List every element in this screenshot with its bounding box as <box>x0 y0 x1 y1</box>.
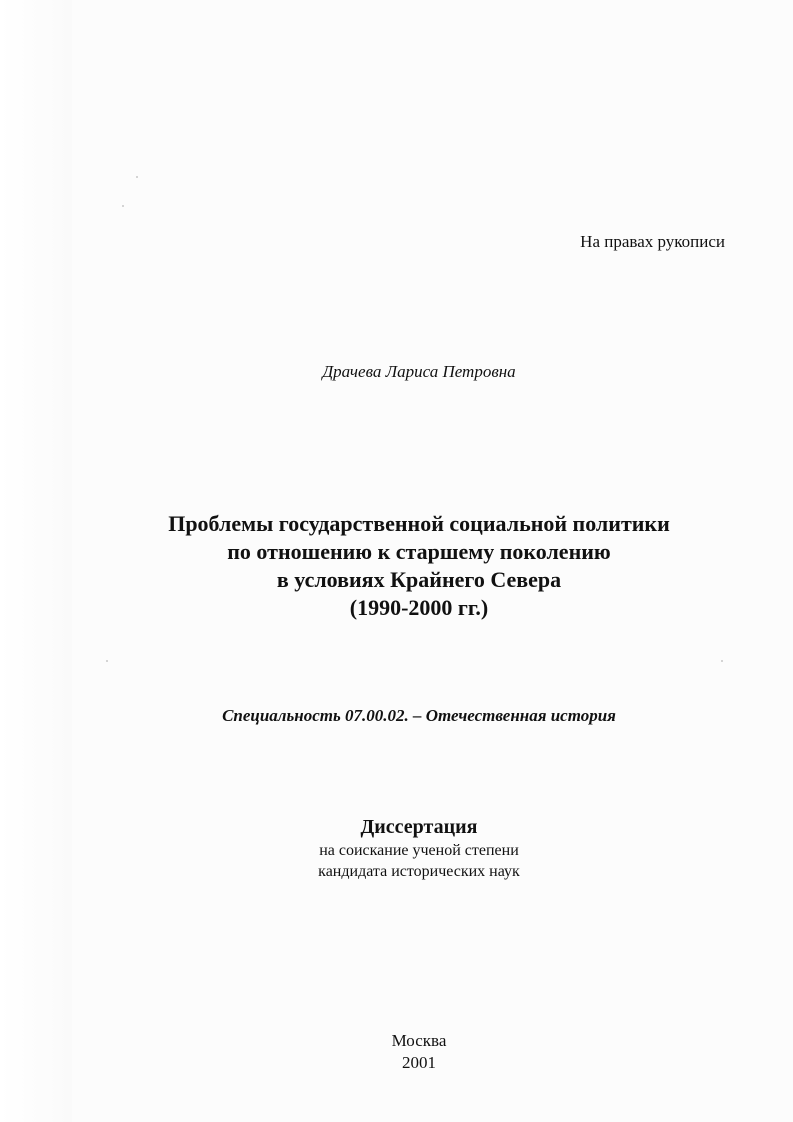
dissertation-heading: Диссертация <box>360 816 478 838</box>
title-line: (1990-2000 гг.) <box>349 595 489 620</box>
title-line: в условиях Крайнего Севера <box>276 567 562 592</box>
dissertation-title <box>0 510 793 622</box>
scan-speck <box>136 176 138 178</box>
author-name: Драчева Лариса Петровна <box>322 362 516 381</box>
title-line: Проблемы государственной социальной политики <box>168 511 670 536</box>
degree-line-2: кандидата исторических наук <box>318 863 520 880</box>
degree-line-1: на соискание ученой степени <box>319 842 519 859</box>
title-line: по отношению к старшему поколению <box>227 539 611 564</box>
imprint-year: 2001 <box>402 1053 436 1072</box>
manuscript-rights-notice: На правах рукописи <box>580 232 725 251</box>
imprint <box>0 1030 793 1074</box>
specialty-line: Специальность 07.00.02. – Отечественная история <box>222 706 616 725</box>
scan-speck <box>122 205 124 207</box>
imprint-city: Москва <box>391 1031 447 1050</box>
degree-block <box>0 814 793 882</box>
scan-speck <box>106 660 108 662</box>
scan-speck <box>721 660 723 662</box>
